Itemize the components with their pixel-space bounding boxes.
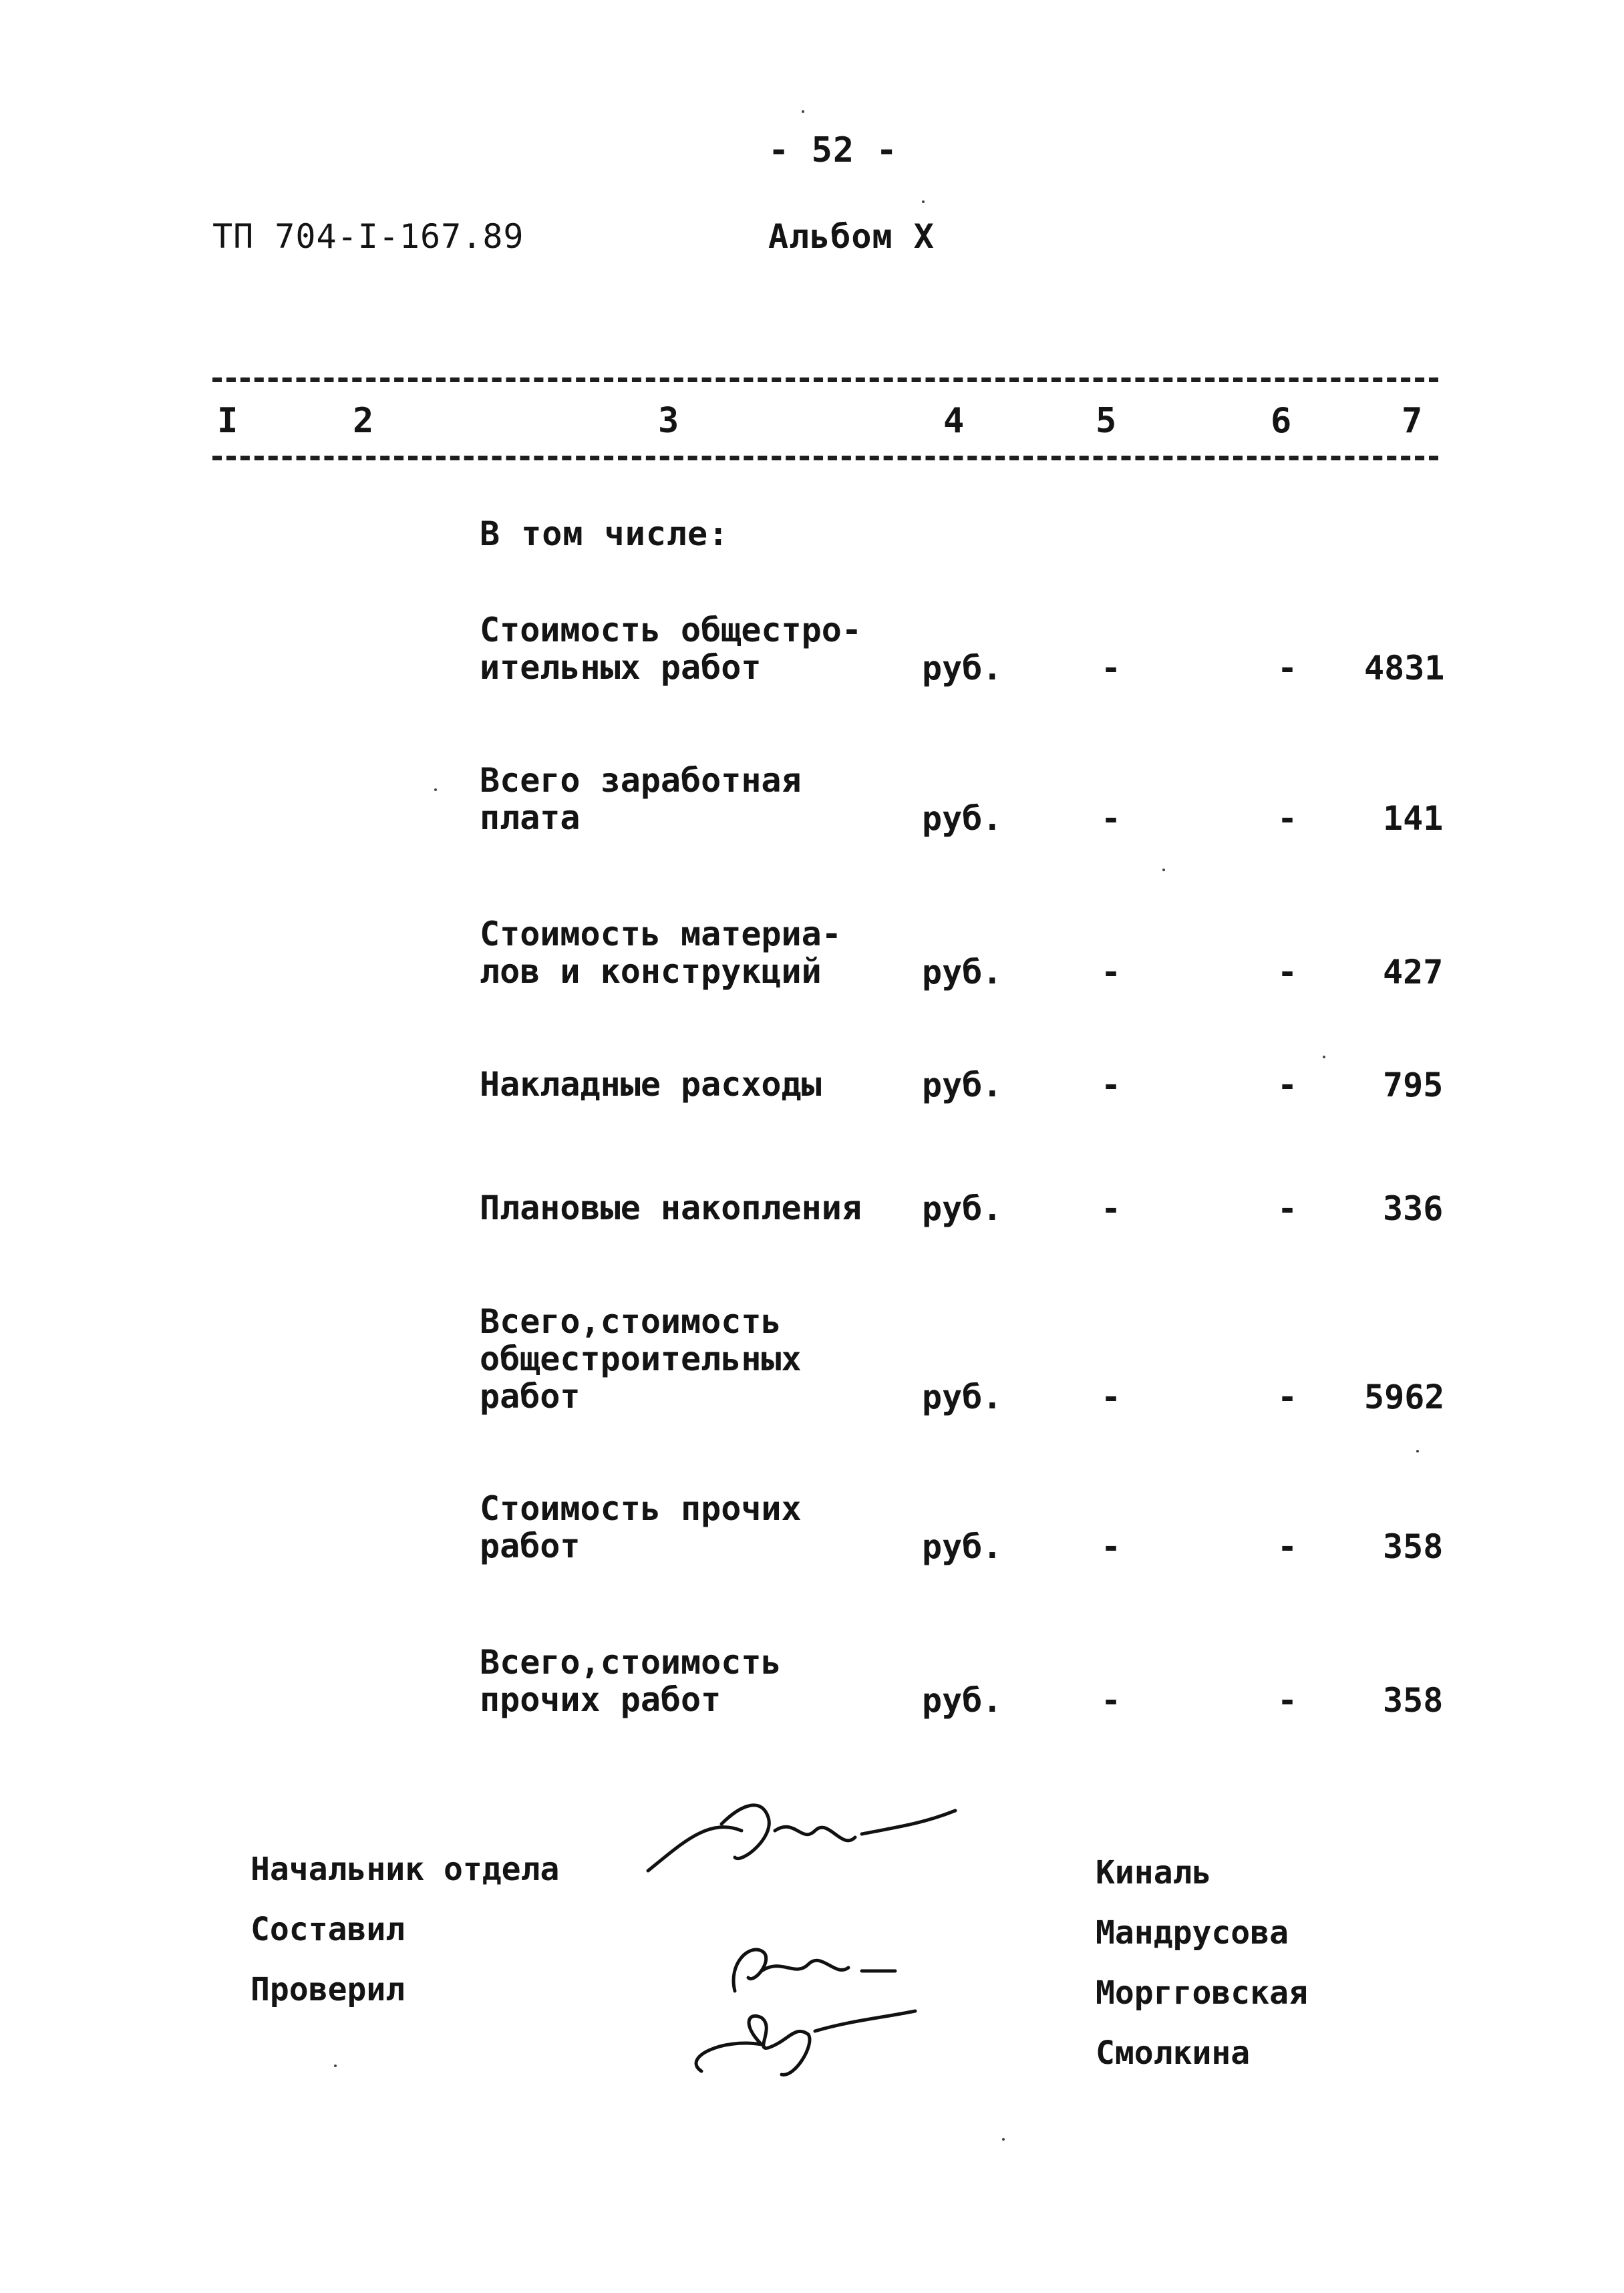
row-col5: - — [1101, 1681, 1122, 1720]
scan-speck — [1323, 1056, 1325, 1058]
row-name: Стоимость материа- лов и конструкций — [480, 915, 842, 991]
table-header-bottom-rule — [212, 456, 1438, 460]
row-name: Плановые накопления — [480, 1189, 862, 1227]
row-value: 4831 — [1364, 649, 1445, 687]
column-number-3: 3 — [658, 401, 679, 441]
row-name: Всего,стоимость прочих работ — [480, 1643, 782, 1719]
row-value: 141 — [1383, 799, 1444, 838]
row-col5: - — [1101, 1378, 1122, 1416]
signature-checker — [681, 1998, 922, 2085]
row-unit: руб. — [922, 1378, 1003, 1416]
row-unit: руб. — [922, 1066, 1003, 1104]
row-col5: - — [1101, 799, 1122, 838]
scan-speck — [922, 200, 925, 203]
row-name: Всего заработная плата — [480, 761, 802, 837]
row-col5: - — [1101, 1189, 1122, 1228]
row-value: 336 — [1383, 1189, 1444, 1228]
row-unit: руб. — [922, 1189, 1003, 1228]
column-number-4: 4 — [943, 401, 965, 441]
row-col6: - — [1277, 799, 1298, 838]
scan-speck — [334, 2065, 337, 2067]
row-name: Накладные расходы — [480, 1065, 822, 1104]
name-compiler: Мандрусова — [1096, 1914, 1289, 1952]
role-checked-by: Проверил — [251, 1971, 405, 2008]
row-col5: - — [1101, 1066, 1122, 1104]
row-col6: - — [1277, 649, 1298, 687]
scan-speck — [1162, 869, 1165, 871]
subheading: В том числе: — [480, 514, 729, 553]
name-checker-2: Смолкина — [1096, 2034, 1251, 2072]
row-unit: руб. — [922, 649, 1003, 687]
signature-head — [641, 1791, 962, 1891]
scan-speck — [434, 788, 437, 791]
column-number-6: 6 — [1271, 401, 1292, 441]
row-unit: руб. — [922, 1527, 1003, 1566]
name-checker: Моргговская — [1096, 1974, 1308, 2012]
column-number-1: I — [217, 401, 238, 441]
row-name: Стоимость общестро- ительных работ — [480, 611, 862, 687]
row-col6: - — [1277, 1378, 1298, 1416]
row-col6: - — [1277, 1681, 1298, 1720]
row-col6: - — [1277, 1527, 1298, 1566]
column-number-7: 7 — [1402, 401, 1423, 441]
row-col6: - — [1277, 1066, 1298, 1104]
row-col6: - — [1277, 1189, 1298, 1228]
role-head-of-department: Начальник отдела — [251, 1851, 560, 1888]
row-name: Всего,стоимость общестроительных работ — [480, 1302, 802, 1416]
role-compiled-by: Составил — [251, 1911, 405, 1948]
signature-compiler — [721, 1931, 922, 2004]
row-col5: - — [1101, 1527, 1122, 1566]
row-value: 358 — [1383, 1527, 1444, 1566]
row-unit: руб. — [922, 953, 1003, 991]
row-value: 5962 — [1364, 1378, 1445, 1416]
row-col6: - — [1277, 953, 1298, 991]
row-value: 358 — [1383, 1681, 1444, 1720]
row-unit: руб. — [922, 1681, 1003, 1720]
scan-speck — [1416, 1450, 1419, 1453]
document-code: ТП 704-I-167.89 — [212, 217, 524, 256]
album-label: Альбом X — [768, 217, 935, 256]
row-name: Стоимость прочих работ — [480, 1489, 802, 1565]
name-head: Киналь — [1096, 1854, 1212, 1891]
scan-speck — [802, 110, 804, 113]
row-col5: - — [1101, 953, 1122, 991]
page-number: - 52 - — [768, 130, 898, 170]
table-top-rule — [212, 377, 1438, 382]
scan-speck — [1002, 2138, 1005, 2141]
row-value: 795 — [1383, 1066, 1444, 1104]
column-number-2: 2 — [353, 401, 374, 441]
row-unit: руб. — [922, 799, 1003, 838]
column-number-5: 5 — [1096, 401, 1117, 441]
row-value: 427 — [1383, 953, 1444, 991]
row-col5: - — [1101, 649, 1122, 687]
